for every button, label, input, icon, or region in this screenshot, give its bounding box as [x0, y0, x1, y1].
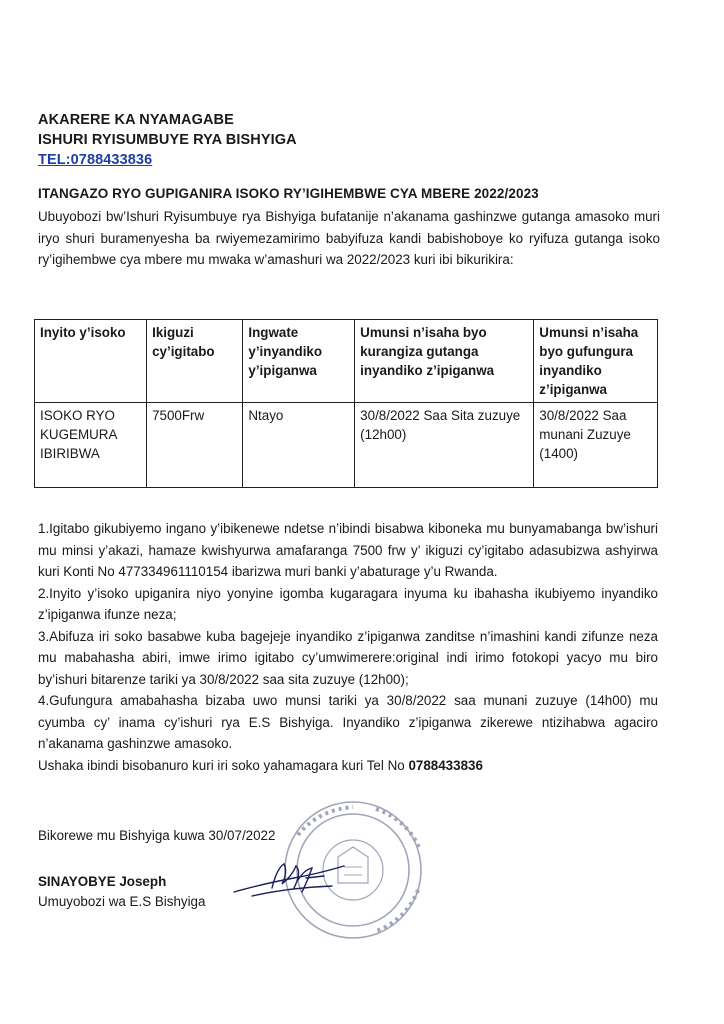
phone-link[interactable]: TEL:0788433836 [38, 152, 153, 168]
cell-opening-date: 30/8/2022 Saa munani Zuzuye (1400) [534, 403, 658, 488]
table-header-row [35, 320, 658, 403]
signer-name: SINAYOBYE Joseph [38, 874, 167, 889]
header-submission-deadline: Umunsi n’isaha byo kurangiza gutanga inyandiko z’ipiganwa [355, 320, 534, 403]
district-name: AKARERE KA NYAMAGABE [38, 112, 234, 128]
condition-2: 2.Inyito y’isoko upiganira niyo yonyine igomba kugaragara inyuma ku ibahasha ikubiyemo inyandiko z’ipiganwa ifunze neza; [38, 585, 658, 622]
table-row [35, 403, 658, 488]
handwritten-signature [232, 858, 352, 903]
contact-line [38, 755, 658, 777]
conditions-list [38, 518, 658, 776]
contact-text: Ushaka ibindi bisobanuro kuri iri soko yahamagara kuri Tel No [38, 757, 405, 773]
signer-role: Umuyobozi wa E.S Bishyiga [38, 894, 206, 909]
intro-paragraph: Ubuyobozi bw’Ishuri Ryisumbuye rya Bishyiga bufatanije n’akanama gashinzwe gutanga amasoko muri iryo shuri buramenyesha ba rwiyemezamirimo babyifuza kandi babishoboye ko ryifuza gutanga isoko ry’igihembwe cya mbere mu mwaka w’amashuri wa 2022/2023 kuri ibi bikurikira: [38, 209, 660, 267]
condition-4: 4.Gufungura amabahasha bizaba uwo munsi tariki ya 30/8/2022 saa munani zuzuye (14h00) mu cyumba cy’ inama cy’ishuri rya E.S Bishyiga. Inyandiko z’ipiganwa zikerewe ntizihabwa agaciro n’akanama gashinzwe amasoko. [38, 693, 658, 751]
letterhead [38, 110, 297, 170]
header-tender-name: Inyito y’isoko [35, 320, 147, 403]
header-bid-security: Ingwate y’inyandiko y’ipiganwa [243, 320, 355, 403]
signature-block [38, 872, 205, 912]
header-opening-date: Umunsi n’isaha byo gufungura inyandiko z’ipiganwa [534, 320, 658, 403]
cell-submission-deadline: 30/8/2022 Saa Sita zuzuye (12h00) [355, 403, 534, 488]
header-document-cost: Ikiguzi cy’igitabo [147, 320, 243, 403]
contact-phone: 0788433836 [408, 757, 483, 773]
condition-3: 3.Abifuza iri soko basabwe kuba bagejeje inyandiko z’ipiganwa zanditse n’imashini kandi zifunze neza mu mabahasha abiri, imwe irimo igitabo cy’umwimerere:original indi irimo fotokopi yacyo mu biro by’ishuri bitarenze tariki ya 30/8/2022 saa sita zuzuye (12h00); [38, 628, 658, 687]
notice-title: ITANGAZO RYO GUPIGANIRA ISOKO RY’IGIHEMBWE CYA MBERE 2022/2023 [38, 186, 539, 201]
cell-document-cost: 7500Frw [147, 403, 243, 488]
school-name: ISHURI RYISUMBUYE RYA BISHYIGA [38, 132, 297, 148]
issue-date-line: Bikorewe mu Bishyiga kuwa 30/07/2022 [38, 828, 276, 843]
cell-bid-security: Ntayo [243, 403, 355, 488]
tender-table [34, 319, 658, 488]
cell-tender-name: ISOKO RYO KUGEMURA IBIRIBWA [35, 403, 147, 488]
condition-1: 1.Igitabo gikubiyemo ingano y’ibikenewe ndetse n’ibindi bisabwa kiboneka mu bunyamabanga bw’ishuri mu minsi y’akazi, hamaze kwishyurwa amafaranga 7500 frw y’ ikiguzi cy’igitabo adasubizwa ashyirwa kuri Konti No 477334961110154 ibarizwa muri banki y’abaturage y’u Rwanda. [38, 521, 658, 579]
